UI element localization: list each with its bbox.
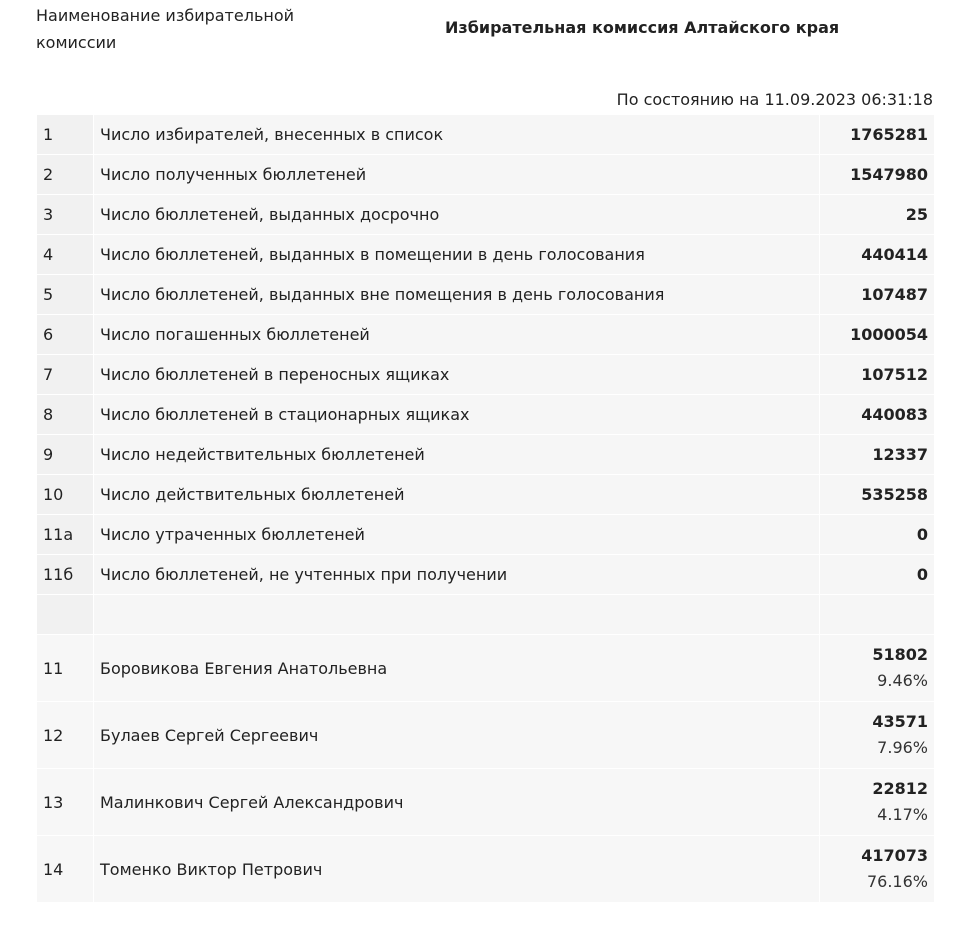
candidate-number: 13 [37, 769, 94, 836]
row-value: 0 [820, 515, 935, 555]
table-row [37, 475, 935, 515]
table-row [37, 435, 935, 475]
candidate-result [820, 769, 935, 836]
row-number: 11б [37, 555, 94, 595]
row-value: 25 [820, 195, 935, 235]
row-value: 12337 [820, 435, 935, 475]
table-row [37, 195, 935, 235]
row-value: 107487 [820, 275, 935, 315]
row-label: Число недействительных бюллетеней [94, 435, 820, 475]
row-value: 535258 [820, 475, 935, 515]
candidate-percent: 9.46% [877, 671, 928, 690]
row-label: Число бюллетеней в переносных ящиках [94, 355, 820, 395]
table-row [37, 235, 935, 275]
candidate-percent: 76.16% [866, 872, 928, 891]
row-label: Число действительных бюллетеней [94, 475, 820, 515]
candidate-votes: 51802 [872, 645, 928, 664]
row-value: 107512 [820, 355, 935, 395]
table-row [37, 555, 935, 595]
row-label: Число погашенных бюллетеней [94, 315, 820, 355]
table-row [37, 275, 935, 315]
row-number: 5 [37, 275, 94, 315]
candidate-row [37, 769, 935, 836]
row-value: 440083 [820, 395, 935, 435]
status-timestamp: По состоянию на 11.09.2023 06:31:18 [616, 90, 933, 109]
commission-label: Наименование избирательной комиссии [36, 6, 295, 52]
candidate-name: Малинкович Сергей Александрович [94, 769, 820, 836]
candidate-percent: 7.96% [877, 738, 928, 757]
candidate-votes: 417073 [861, 846, 928, 865]
candidate-name: Булаев Сергей Сергеевич [94, 702, 820, 769]
candidate-result [820, 702, 935, 769]
candidate-number: 11 [37, 635, 94, 702]
row-number: 11а [37, 515, 94, 555]
candidate-number: 12 [37, 702, 94, 769]
candidate-votes: 22812 [872, 779, 928, 798]
results-header [36, 0, 936, 80]
row-value: 440414 [820, 235, 935, 275]
separator-cell [37, 595, 94, 635]
row-label: Число полученных бюллетеней [94, 155, 820, 195]
row-value: 0 [820, 555, 935, 595]
candidate-votes: 43571 [872, 712, 928, 731]
commission-name: Избирательная комиссия Алтайского края [445, 18, 840, 37]
candidate-row [37, 635, 935, 702]
separator-row [37, 595, 935, 635]
candidate-name: Боровикова Евгения Анатольевна [94, 635, 820, 702]
table-row [37, 515, 935, 555]
row-number: 6 [37, 315, 94, 355]
row-value: 1000054 [820, 315, 935, 355]
candidate-number: 14 [37, 836, 94, 903]
table-row [37, 355, 935, 395]
row-label: Число бюллетеней в стационарных ящиках [94, 395, 820, 435]
table-row [37, 315, 935, 355]
row-label: Число избирателей, внесенных в список [94, 115, 820, 155]
candidate-name: Томенко Виктор Петрович [94, 836, 820, 903]
row-value: 1765281 [820, 115, 935, 155]
table-row [37, 115, 935, 155]
row-label: Число бюллетеней, выданных вне помещения в день голосования [94, 275, 820, 315]
separator-cell [94, 595, 820, 635]
row-number: 7 [37, 355, 94, 395]
row-number: 2 [37, 155, 94, 195]
row-label: Число бюллетеней, выданных досрочно [94, 195, 820, 235]
separator-cell [820, 595, 935, 635]
candidate-percent: 4.17% [877, 805, 928, 824]
table-row [37, 395, 935, 435]
candidate-row [37, 836, 935, 903]
results-table [36, 114, 935, 903]
row-value: 1547980 [820, 155, 935, 195]
row-number: 8 [37, 395, 94, 435]
row-number: 3 [37, 195, 94, 235]
candidate-result [820, 635, 935, 702]
candidate-result [820, 836, 935, 903]
row-label: Число бюллетеней, не учтенных при получении [94, 555, 820, 595]
row-label: Число утраченных бюллетеней [94, 515, 820, 555]
candidate-row [37, 702, 935, 769]
row-number: 1 [37, 115, 94, 155]
table-row [37, 155, 935, 195]
row-label: Число бюллетеней, выданных в помещении в день голосования [94, 235, 820, 275]
row-number: 4 [37, 235, 94, 275]
row-number: 10 [37, 475, 94, 515]
row-number: 9 [37, 435, 94, 475]
